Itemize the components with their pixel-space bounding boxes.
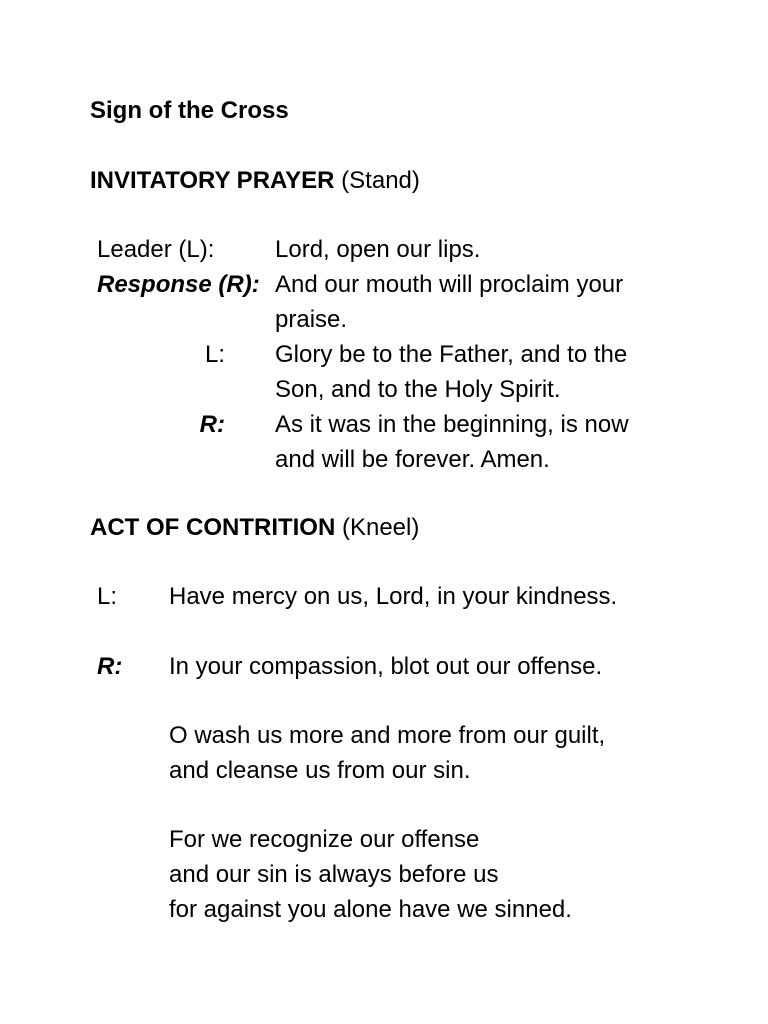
contrition-text-leader: Have mercy on us, Lord, in your kindness. [169,583,618,610]
contrition-stanza-2 [169,822,572,927]
invitatory-text-as-it-was [275,407,629,477]
contrition-posture: (Kneel) [341,514,420,541]
contrition-speaker-response: R: [97,653,123,680]
contrition-text-response: In your compassion, blot out our offense. [169,653,603,680]
stanza-line: for against you alone have we sinned. [169,896,572,923]
invitatory-speaker-leader: Leader (L): [97,236,215,263]
stanza-line: For we recognize our offense [169,826,480,853]
invitatory-line: praise. [275,306,348,333]
invitatory-heading-line [90,163,420,198]
invitatory-speaker-response: Response (R): [97,271,260,298]
invitatory-text-leader [275,232,480,267]
invitatory-line: As it was in the beginning, is now [275,411,629,438]
invitatory-speaker-r: R: [199,411,225,438]
invitatory-line: Glory be to the Father, and to the [275,341,628,368]
contrition-heading: ACT OF CONTRITION [90,514,336,541]
invitatory-line: Son, and to the Holy Spirit. [275,376,561,403]
invitatory-text-glory [275,337,627,407]
invitatory-line: Lord, open our lips. [275,236,481,263]
contrition-speaker-leader: L: [97,583,118,610]
invitatory-heading: INVITATORY PRAYER [90,167,335,194]
invitatory-speaker-l: L: [204,341,225,368]
invitatory-text-response [275,267,623,337]
sign-of-the-cross-title: Sign of the Cross [90,97,289,124]
contrition-heading-line [90,510,419,545]
invitatory-posture: (Stand) [341,167,420,194]
stanza-line: and our sin is always before us [169,861,499,888]
stanza-line: O wash us more and more from our guilt, [169,722,606,749]
invitatory-line: and will be forever. Amen. [275,446,550,473]
invitatory-line: And our mouth will proclaim your [275,271,624,298]
contrition-stanza-1 [169,718,605,788]
stanza-line: and cleanse us from our sin. [169,757,471,784]
